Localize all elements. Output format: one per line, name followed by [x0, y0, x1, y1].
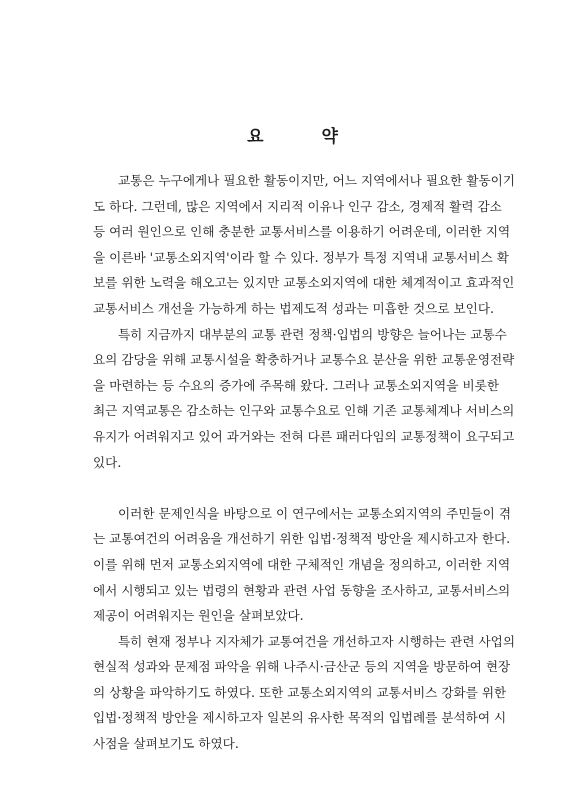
text-line: 특히 현재 정부나 지자체가 교통여건을 개선하고자 시행하는 관련 사업의	[118, 633, 515, 649]
text-line: 이를 위해 먼저 교통소외지역에 대한 구체적인 개념을 정의하고, 이러한 지역	[93, 556, 511, 572]
text-line: 보를 위한 노력을 해오고는 있지만 교통소외지역에 대한 체계적이고 효과적인	[93, 275, 515, 291]
text-line: 사점을 살펴보기도 하였다.	[93, 736, 239, 752]
text-line: 제공이 어려워지는 원인을 살펴보았다.	[93, 608, 304, 624]
text-line: 현실적 성과와 문제점 파악을 위해 나주시·금산군 등의 지역을 방문하여 현장	[93, 659, 511, 675]
text-line: 는 교통여건의 어려움을 개선하기 위한 입법·정책적 방안을 제시하고자 한다.	[93, 531, 511, 547]
text-line: 특히 지금까지 대부분의 교통 관련 정책·입법의 방향은 늘어나는 교통수	[118, 326, 507, 342]
paragraph-4	[93, 629, 515, 757]
text-line: 을 마련하는 등 수요의 증가에 주목해 왔다. 그러나 교통소외지역을 비롯한	[93, 377, 499, 393]
text-line: 입법·정책적 방안을 제시하고자 일본의 유사한 목적의 입법례를 분석하여 시	[93, 710, 507, 726]
text-line: 등 여러 원인으로 인해 충분한 교통서비스를 이용하기 어려운데, 이러한 지역	[93, 224, 511, 240]
paragraph-2	[93, 322, 515, 476]
text-line: 에서 시행되고 있는 법령의 현황과 관련 사업 동향을 조사하고, 교통서비스의	[93, 582, 511, 598]
text-line: 의 상황을 파악하기도 하였다. 또한 교통소외지역의 교통서비스 강화를 위한	[93, 684, 507, 700]
text-line: 도 하다. 그런데, 많은 지역에서 지리적 이유나 인구 감소, 경제적 활력 감소	[93, 198, 502, 214]
text-line: 교통서비스 개선을 가능하게 하는 법제도적 성과는 미흡한 것으로 보인다.	[93, 300, 494, 316]
text-line: 교통은 누구에게나 필요한 활동이지만, 어느 지역에서나 필요한 활동이기	[118, 173, 515, 188]
summary-body	[93, 168, 515, 757]
text-line: 유지가 어려워지고 있어 과거와는 전혀 다른 패러다임의 교통정책이 요구되고	[93, 428, 515, 444]
paragraph-1	[93, 168, 515, 322]
text-line: 요의 감당을 위해 교통시설을 확충하거나 교통수요 분산을 위한 교통운영전략	[93, 352, 515, 368]
paragraph-gap	[93, 475, 499, 501]
text-line: 이러한 문제인식을 바탕으로 이 연구에서는 교통소외지역의 주민들이 겪	[118, 505, 511, 521]
paragraph-3	[93, 501, 511, 629]
text-line: 최근 지역교통은 감소하는 인구와 교통수요로 인해 기존 교통체계나 서비스의	[93, 403, 515, 419]
text-line: 을 이른바 '교통소외지역'이라 할 수 있다. 정부가 특정 지역내 교통서비스 확	[93, 249, 509, 265]
text-line: 있다.	[93, 454, 122, 470]
page-title: 요 약	[247, 127, 364, 147]
